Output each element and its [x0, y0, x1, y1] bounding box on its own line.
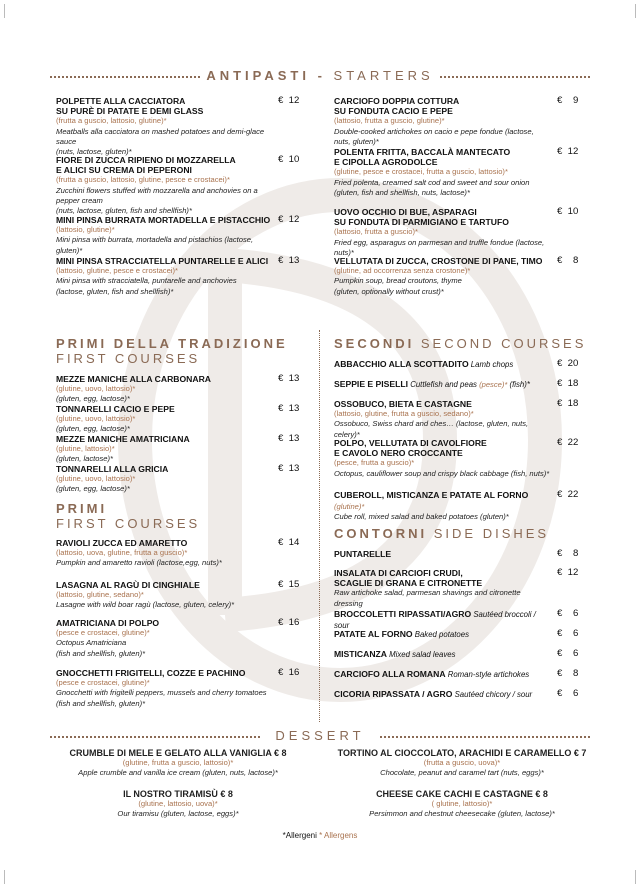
dish-price: € 10: [278, 154, 300, 165]
title-it: PRIMI DELLA TRADIZIONE: [56, 336, 288, 351]
footer-en: * Allergens: [316, 831, 358, 840]
dish-name: GNOCCHETTI FRIGITELLI, COZZE E PACHINO: [56, 668, 246, 678]
menu-item: [56, 668, 272, 709]
dish-description: (gluten, egg, lactose)*: [56, 484, 130, 494]
dish-allergens: (glutine, lattosio)*: [56, 444, 115, 454]
dish-price: € 14: [278, 537, 300, 548]
dessert-item: [322, 748, 602, 779]
dish-price: € 6: [557, 648, 579, 659]
menu-item: [334, 147, 551, 198]
dessert-allergens: ( glutine, lattosio)*: [431, 799, 493, 809]
dish-name: TONNARELLI ALLA GRICIA: [56, 464, 169, 474]
column-divider: [319, 330, 320, 722]
inline-allergens: (pesce)*: [476, 380, 508, 389]
dish-price: € 6: [557, 628, 579, 639]
menu-item: [56, 538, 272, 569]
dish-name-en: Lamb chops: [468, 360, 514, 369]
dish-price: € 16: [278, 617, 300, 628]
dish-price: € 9: [557, 95, 579, 106]
dish-name-en: Roman-style artichokes: [445, 670, 530, 679]
menu-item: [56, 96, 272, 157]
menu-item: [334, 649, 551, 660]
contorni-title: [334, 526, 549, 541]
dessert-allergens: (glutine, lattosio, uova)*: [138, 799, 218, 809]
dish-description: Pumpkin soup, bread croutons, thyme (gluten, optionally without crust)*: [334, 276, 462, 296]
menu-item: [56, 374, 272, 405]
title-en: FIRST COURSES: [56, 516, 201, 531]
dish-description: Cube roll, mixed salad and baked potatoes (gluten)*: [334, 512, 509, 522]
menu-item: [56, 580, 272, 611]
dish-allergens: (glutine, pesce e crostacei, frutta a guscio, lattosio)*: [334, 167, 508, 177]
menu-item: [334, 568, 551, 609]
dessert-name: IL NOSTRO TIRAMISÙ € 8: [123, 789, 233, 799]
dish-price: € 13: [278, 463, 300, 474]
crop-mark: [635, 870, 636, 884]
inline-allergens-en: (fish)*: [507, 380, 530, 389]
dish-name: CUBEROLL, MISTICANZA E PATATE AL FORNO (glutine)*: [334, 490, 529, 512]
dish-allergens: (glutine, uovo, lattosio)*: [56, 414, 136, 424]
dish-price: € 13: [278, 433, 300, 444]
dessert-item: [38, 748, 318, 779]
dish-name: MISTICANZA Mixed salad leaves: [334, 649, 456, 659]
dish-name: FIORE DI ZUCCA RIPIENO DI MOZZARELLA E ALICI SU CREMA DI PEPERONI: [56, 155, 236, 176]
dessert-item: [322, 789, 602, 820]
dish-price: € 20: [557, 358, 579, 369]
menu-item: [334, 96, 551, 147]
menu-item: [334, 256, 551, 297]
dish-allergens: (lattosio, frutta a guscio)*: [334, 227, 418, 237]
dish-name: OSSOBUCO, BIETA E CASTAGNE: [334, 399, 472, 409]
dish-price: € 8: [557, 548, 579, 559]
dessert-description: Chocolate, peanut and caramel tart (nuts, eggs)*: [380, 768, 544, 778]
dish-allergens: (glutine, uovo, lattosio)*: [56, 384, 136, 394]
dish-name: ABBACCHIO ALLA SCOTTADITO Lamb chops: [334, 359, 514, 369]
dessert-title: [0, 728, 640, 743]
dessert-description: Apple crumble and vanilla ice cream (gluten, nuts, lactose)*: [78, 768, 278, 778]
primi-title: [56, 501, 200, 531]
dish-name-en: Cuttlefish and peas: [408, 380, 477, 389]
dish-allergens: (frutta a guscio, lattosio, glutine)*: [56, 116, 167, 126]
dish-allergens: (frutta a guscio, lattosio, glutine, pesce e crostacei)*: [56, 175, 230, 185]
dish-name: POLPO, VELLUTATA DI CAVOLFIORE E CAVOLO NERO CROCCANTE: [334, 438, 487, 459]
dish-name-en: Mixed salad leaves: [387, 650, 456, 659]
dish-description: (gluten, egg, lactose)*: [56, 394, 130, 404]
dish-name: CICORIA RIPASSATA / AGRO Sautéed chicory / sour: [334, 689, 533, 699]
dish-price: € 6: [557, 608, 579, 619]
dish-name: RAVIOLI ZUCCA ED AMARETTO: [56, 538, 188, 548]
dish-description: Gnocchetti with frigitelli peppers, mussels and cherry tomatoes (fish and shellfish, gluten)*: [56, 688, 267, 708]
title-it: SECONDI: [334, 336, 415, 351]
dish-description: (gluten, lactose)*: [56, 454, 113, 464]
menu-item: [56, 618, 272, 659]
dish-description: Pumpkin and amaretto ravioli (lactose,egg, nuts)*: [56, 558, 222, 568]
title-en: FIRST COURSES: [56, 351, 201, 366]
dish-name: POLPETTE ALLA CACCIATORA SU PURÈ DI PATATE E DEMI GLASS: [56, 96, 204, 117]
dish-description: Octopus, cauliflower soup and crispy black cabbage (fish, nuts)*: [334, 468, 550, 478]
dish-name: MEZZE MANICHE AMATRICIANA: [56, 434, 190, 444]
dish-price: € 12: [278, 95, 300, 106]
dessert-description: Persimmon and chestnut cheesecake (gluten, lactose)*: [369, 809, 555, 819]
menu-item: [56, 215, 272, 256]
title-en: STARTERS: [333, 68, 434, 83]
menu-item: [334, 207, 551, 258]
dish-allergens: (pesce, frutta a guscio)*: [334, 458, 415, 468]
menu-item: [56, 404, 272, 435]
crop-mark: [4, 4, 5, 18]
dessert-allergens: (frutta a guscio, uova)*: [423, 758, 501, 768]
dessert-allergens: (glutine, frutta a guscio, lattosio)*: [122, 758, 234, 768]
dish-name: CARCIOFO DOPPIA COTTURA SU FONDUTA CACIO E PEPE: [334, 96, 460, 117]
dish-price: € 6: [557, 688, 579, 699]
dish-allergens: (pesce e crostacei, glutine)*: [56, 678, 150, 688]
dish-description: Meatballs alla cacciatora on mashed potatoes and demi-glace sauce (nuts, lactose, gluten)*: [56, 126, 265, 157]
dish-price: € 13: [278, 255, 300, 266]
dish-allergens: (glutine, uovo, lattosio)*: [56, 474, 136, 484]
dish-price: € 12: [557, 567, 579, 578]
menu-item: [56, 155, 272, 216]
dish-name: UOVO OCCHIO DI BUE, ASPARAGI SU FONDUTA DI PARMIGIANO E TARTUFO: [334, 207, 509, 228]
dish-name-en: Sautéed broccoli / sour: [334, 610, 536, 631]
dessert-name: TORTINO AL CIOCCOLATO, ARACHIDI E CARAMELLO € 7: [337, 748, 587, 758]
dish-name: VELLUTATA DI ZUCCA, CROSTONE DI PANE, TIMO: [334, 256, 543, 266]
primi-tradizione-title: [56, 336, 288, 366]
dish-name: PUNTARELLE: [334, 549, 392, 559]
menu-item: [334, 399, 551, 440]
dish-name: MEZZE MANICHE ALLA CARBONARA: [56, 374, 211, 384]
dish-allergens: (lattosio, glutine, pesce e crostacei)*: [56, 266, 178, 276]
dessert-description: Our tiramisu (gluten, lactose, eggs)*: [117, 809, 239, 819]
dish-allergens: (lattosio, glutine, sedano)*: [56, 590, 144, 600]
title-en: SECOND COURSES: [420, 336, 587, 351]
dish-description: Fried egg, asparagus on parmesan and truffle fondue (lactose, nuts)*: [334, 237, 545, 257]
dish-name-en: Baked potatoes: [412, 630, 469, 639]
menu-item: [334, 490, 551, 523]
menu-item: [56, 464, 272, 495]
dish-price: € 12: [557, 146, 579, 157]
dish-name: MINI PINSA BURRATA MORTADELLA E PISTACCHIO: [56, 215, 271, 225]
dish-name: SEPPIE E PISELLI Cuttlefish and peas (pesce)* (fish)*: [334, 379, 530, 389]
dish-price: € 16: [278, 667, 300, 678]
secondi-title: [334, 336, 586, 351]
dish-price: € 12: [278, 214, 300, 225]
menu-item: [334, 689, 551, 700]
menu-item: [334, 669, 551, 680]
dish-price: € 13: [278, 373, 300, 384]
crop-mark: [4, 870, 5, 884]
title-it: CONTORNI: [334, 526, 428, 541]
menu-item: [334, 438, 551, 479]
dish-allergens: (glutine, ad occorrenza senza crostone)*: [334, 266, 471, 276]
dish-name-en: Sautéed chicory / sour: [452, 690, 533, 699]
dish-price: € 10: [557, 206, 579, 217]
title-it: ANTIPASTI: [206, 68, 310, 83]
inline-allergens: (glutine)*: [334, 502, 365, 512]
menu-item: [56, 256, 272, 297]
dish-price: € 22: [557, 489, 579, 500]
menu-item: [334, 549, 551, 559]
dish-description: Lasagne with wild boar ragù (lactose, gluten, celery)*: [56, 600, 235, 610]
dish-price: € 18: [557, 398, 579, 409]
dish-allergens: (pesce e crostacei, glutine)*: [56, 628, 150, 638]
dessert-name: CHEESE CAKE CACHI E CASTAGNE € 8: [376, 789, 548, 799]
title-en: SIDE DISHES: [433, 526, 550, 541]
dish-description: Mini pinsa with burrata, mortadella and pistachios (lactose, gluten)*: [56, 235, 254, 255]
dish-price: € 8: [557, 255, 579, 266]
dish-description: Mini pinsa with stracciatella, puntarelle and anchovies (lactose, gluten, fish and shellfish)*: [56, 276, 237, 296]
dish-allergens: (lattosio, frutta a guscio, glutine)*: [334, 116, 445, 126]
menu-item: [334, 629, 551, 640]
dish-description: Raw artichoke salad, parmesan shavings and citronette dressing: [334, 588, 521, 608]
dish-price: € 15: [278, 579, 300, 590]
dish-name: BROCCOLETTI RIPASSATI/AGRO Sautéed broccoli / sour: [334, 609, 536, 631]
title-it: PRIMI: [56, 501, 108, 516]
allergen-footer: [0, 831, 640, 840]
dish-allergens: (lattosio, uova, glutine, frutta a guscio)*: [56, 548, 188, 558]
dish-name: MINI PINSA STRACCIATELLA PUNTARELLE E ALICI: [56, 256, 269, 266]
title-sep: -: [309, 68, 334, 83]
dish-name: POLENTA FRITTA, BACCALÀ MANTECATO E CIPOLLA AGRODOLCE: [334, 147, 511, 168]
dish-name: TONNARELLI CACIO E PEPE: [56, 404, 175, 414]
dish-price: € 13: [278, 403, 300, 414]
dish-name: INSALATA DI CARCIOFI CRUDI, SCAGLIE DI GRANA E CITRONETTE: [334, 568, 483, 589]
dish-description: Octopus Amatriciana (fish and shellfish, gluten)*: [56, 638, 146, 658]
dish-description: Ossobuco, Swiss chard and ches… (lactose, gluten, nuts, celery)*: [334, 419, 529, 439]
dish-price: € 22: [557, 437, 579, 448]
dish-name: CARCIOFO ALLA ROMANA Roman-style artichokes: [334, 669, 530, 679]
dish-description: (gluten, egg, lactose)*: [56, 424, 130, 434]
antipasti-title: [0, 68, 640, 83]
dish-name: PATATE AL FORNO Baked potatoes: [334, 629, 469, 639]
crop-mark: [635, 4, 636, 18]
dish-name: AMATRICIANA DI POLPO: [56, 618, 160, 628]
dish-name: LASAGNA AL RAGÙ DI CINGHIALE: [56, 580, 200, 590]
menu-item: [56, 434, 272, 465]
footer-it: *Allergeni: [282, 831, 317, 840]
dish-allergens: (lattosio, glutine)*: [56, 225, 115, 235]
dish-price: € 18: [557, 378, 579, 389]
dish-description: Zucchini flowers stuffed with mozzarella and anchovies on a pepper cream (nuts, lactose, gluten, fish and shellfish)*: [56, 185, 258, 216]
dessert-item: [38, 789, 318, 820]
dessert-name: CRUMBLE DI MELE E GELATO ALLA VANIGLIA € 8: [69, 748, 287, 758]
menu-item: [334, 359, 551, 370]
dish-description: Double-cooked artichokes on cacio e pepe fondue (lactose, nuts, gluten)*: [334, 126, 534, 146]
menu-item: [334, 379, 551, 390]
title-it: DESSERT: [275, 728, 365, 743]
dish-price: € 8: [557, 668, 579, 679]
dish-description: Fried polenta, creamed salt cod and sweet and sour onion (gluten, fish and shellfish, nuts, lactose)*: [334, 177, 530, 197]
dish-allergens: (lattosio, glutine, frutta a guscio, sedano)*: [334, 409, 474, 419]
